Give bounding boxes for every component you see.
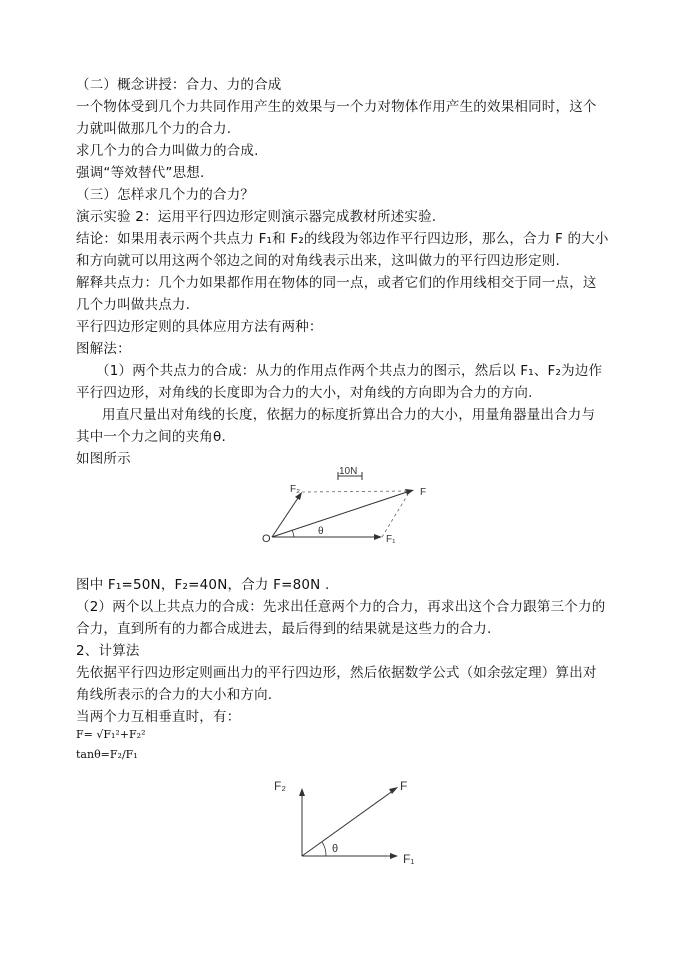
- paragraph-line: 解释共点力：几个力如果都作用在物体的同一点，或者它们的作用线相交于同一点，这: [76, 275, 597, 291]
- f1-arrowhead: [374, 534, 382, 540]
- f2-arrowhead: [299, 788, 305, 796]
- resultant-arrowhead: [405, 489, 414, 495]
- paragraph-line: 角线所表示的合力的大小和方向.: [76, 687, 273, 703]
- section-heading-concept: （二）概念讲授：合力、力的合成: [76, 77, 282, 93]
- parallelogram-side: [382, 491, 410, 537]
- paragraph-line: 一个物体受到几个力共同作用产生的效果与一个力对物体作用产生的效果相同时，这个: [76, 99, 597, 115]
- paragraph-line: 图中 F₁=50N，F₂=40N，合力 F=80N .: [76, 577, 330, 593]
- paragraph-line: 求几个力的合力叫做力的合成.: [76, 143, 259, 159]
- theta-label: θ: [318, 526, 324, 537]
- parallelogram-side: [302, 491, 410, 492]
- paragraph-line: 如图所示: [76, 451, 131, 467]
- paragraph-line: 合力，直到所有的力都合成进去，最后得到的结果就是这些力的合力.: [76, 621, 492, 637]
- paragraph-line: 先依据平行四边形定则画出力的平行四边形，然后依据数学公式（如余弦定理）算出对: [76, 665, 597, 681]
- section-heading-calc: 2、计算法: [76, 643, 140, 659]
- paragraph-line: 用直尺量出对角线的长度，依据力的标度折算出合力的大小，用量角器量出合力与: [102, 407, 596, 423]
- paragraph-line: 和方向就可以用这两个邻边之间的对角线表示出来，这叫做力的平行四边形定则.: [76, 253, 560, 269]
- origin-label: O: [262, 533, 271, 545]
- f1-arrowhead: [390, 853, 398, 859]
- paragraph-line: 平行四边形，对角线的长度即为合力的大小，对角线的方向即为合力的方向.: [76, 385, 533, 401]
- paragraph-line: 其中一个力之间的夹角θ.: [76, 429, 226, 445]
- formula-magnitude: F= √F₁²+F₂²: [76, 728, 146, 741]
- paragraph-line: 演示实验 2：运用平行四边形定则演示器完成教材所述实验.: [76, 209, 437, 225]
- paragraph-line: 图解法：: [76, 341, 131, 357]
- section-heading-how: （三）怎样求几个力的合力？: [76, 187, 255, 203]
- paragraph-line: 当两个力互相垂直时，有：: [76, 709, 241, 725]
- paragraph-line: 几个力叫做共点力.: [76, 297, 191, 313]
- resultant-label: F: [400, 779, 408, 793]
- paragraph-line: （1）两个共点力的合成：从力的作用点作两个共点力的图示，然后以 F₁、F₂为边作: [96, 363, 603, 379]
- f1-label: F₁: [386, 534, 396, 545]
- paragraph-line: 结论：如果用表示两个共点力 F₁和 F₂的线段为邻边作平行四边形，那么，合力 F 的大小: [76, 231, 609, 247]
- resultant-vector: [302, 790, 394, 856]
- resultant-vector: [272, 491, 410, 537]
- paragraph-line: 力就叫做那几个力的合力.: [76, 121, 232, 137]
- f2-label: F₂: [290, 484, 300, 495]
- f2-vector: [272, 495, 300, 537]
- angle-arc: [292, 530, 294, 537]
- resultant-label: F: [420, 487, 427, 498]
- angle-arc: [322, 842, 326, 856]
- formula-tangent: tanθ=F₂/F₁: [76, 748, 138, 761]
- f1-label: F₁: [403, 852, 415, 866]
- force-diagram-perpendicular: [270, 772, 430, 872]
- paragraph-line: （2）两个以上共点力的合成：先求出任意两个力的合力，再求出这个合力跟第三个力的: [76, 599, 606, 615]
- theta-label: θ: [332, 843, 339, 855]
- paragraph-line: 平行四边形定则的具体应用方法有两种：: [76, 319, 323, 335]
- force-diagram-parallelogram: [250, 462, 450, 552]
- f2-label: F₂: [274, 779, 286, 793]
- scale-label: 10N: [339, 466, 358, 477]
- paragraph-line: 强调“等效替代”思想.: [76, 165, 205, 181]
